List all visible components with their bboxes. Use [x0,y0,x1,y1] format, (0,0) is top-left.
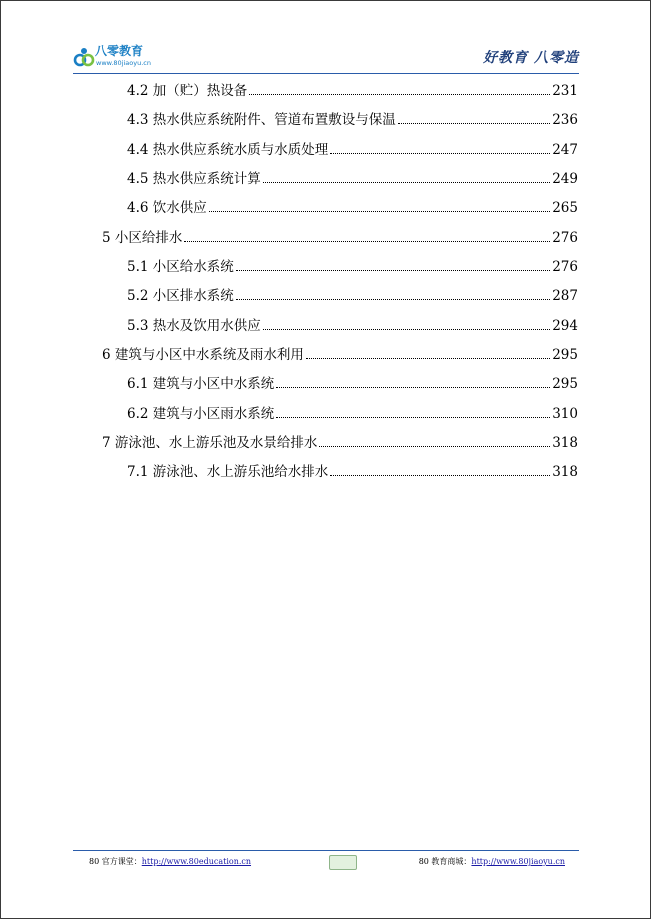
toc-entry[interactable] [127,79,578,97]
toc-dot-leader [209,201,550,212]
toc-entry[interactable] [127,196,578,214]
toc-entry[interactable] [102,431,578,449]
toc-entry-label: 6.2 建筑与小区雨水系统 [127,406,275,422]
toc-entry[interactable] [127,108,578,126]
toc-dot-leader [263,319,550,330]
toc-entry-label: 5.3 热水及饮用水供应 [127,318,261,334]
toc-entry-page: 287 [552,288,578,304]
toc-entry[interactable] [127,138,578,156]
toc-entry-page: 231 [552,83,578,99]
footer-right-link[interactable]: http://www.80jiaoyu.cn [471,857,565,866]
toc-entry-page: 310 [552,406,578,422]
toc-entry-page: 318 [552,464,578,480]
toc-entry[interactable] [102,343,578,361]
footer-right [419,856,565,867]
toc-entry-label: 4.5 热水供应系统计算 [127,171,261,187]
toc-entry-label: 5.1 小区给水系统 [127,259,234,275]
toc-entry[interactable] [127,402,578,420]
toc-entry-label: 7 游泳池、水上游乐池及水景给排水 [102,435,318,451]
toc-entry[interactable] [127,372,578,390]
toc-dot-leader [330,143,550,154]
toc-entry-page: 294 [552,318,578,334]
toc-entry-page: 247 [552,142,578,158]
toc-dot-leader [398,113,550,124]
logo-name: 八零教育 [95,44,144,58]
toc-dot-leader [263,172,550,183]
toc-entry-page: 295 [552,376,578,392]
header-slogan: 好教育 八零造 [483,50,579,66]
toc-entry-page: 236 [552,112,578,128]
toc-entry-label: 7.1 游泳池、水上游乐池给水排水 [127,464,329,480]
footer-rule [73,850,579,851]
footer-right-label: 80 教育商城： [418,857,472,866]
toc-dot-leader [319,436,550,447]
toc-entry[interactable] [127,284,578,302]
logo-url: www.80jiaoyu.cn [96,59,151,67]
toc-dot-leader [276,377,550,388]
footer-left [89,856,251,867]
toc-dot-leader [249,84,550,95]
toc-entry-page: 318 [552,435,578,451]
toc-entry-label: 4.4 热水供应系统水质与水质处理 [127,142,329,158]
toc-entry-label: 6.1 建筑与小区中水系统 [127,376,275,392]
toc-dot-leader [330,465,550,476]
toc-entry[interactable] [127,255,578,273]
toc-entry-page: 265 [552,200,578,216]
toc-entry-label: 5.2 小区排水系统 [127,288,234,304]
toc-entry-page: 249 [552,171,578,187]
toc-entry-label: 4.3 热水供应系统附件、管道布置敷设与保温 [127,112,396,128]
page-footer [73,855,579,871]
footer-left-label: 80 官方课堂： [89,857,142,866]
logo [73,43,193,71]
toc-entry[interactable] [127,460,578,478]
toc-entry-page: 295 [552,347,578,363]
toc-entry-page: 276 [552,230,578,246]
toc-entry-label: 5 小区给排水 [102,230,183,246]
toc-entry-label: 4.6 饮水供应 [127,200,207,216]
toc-entry[interactable] [102,226,578,244]
toc-dot-leader [276,407,550,418]
logo-mark-icon [73,46,95,68]
page-header [73,41,579,71]
toc-entry-page: 276 [552,259,578,275]
toc-dot-leader [236,260,550,271]
toc-entry-label: 6 建筑与小区中水系统及雨水利用 [102,347,304,363]
toc-entry-label: 4.2 加（贮）热设备 [127,83,248,99]
page-number-box [329,855,357,870]
toc-entry[interactable] [127,314,578,332]
header-rule [73,73,579,74]
toc-dot-leader [184,231,550,242]
toc-entry[interactable] [127,167,578,185]
toc-dot-leader [306,348,550,359]
footer-left-link[interactable]: http://www.80education.cn [141,857,252,866]
toc-dot-leader [236,289,550,300]
